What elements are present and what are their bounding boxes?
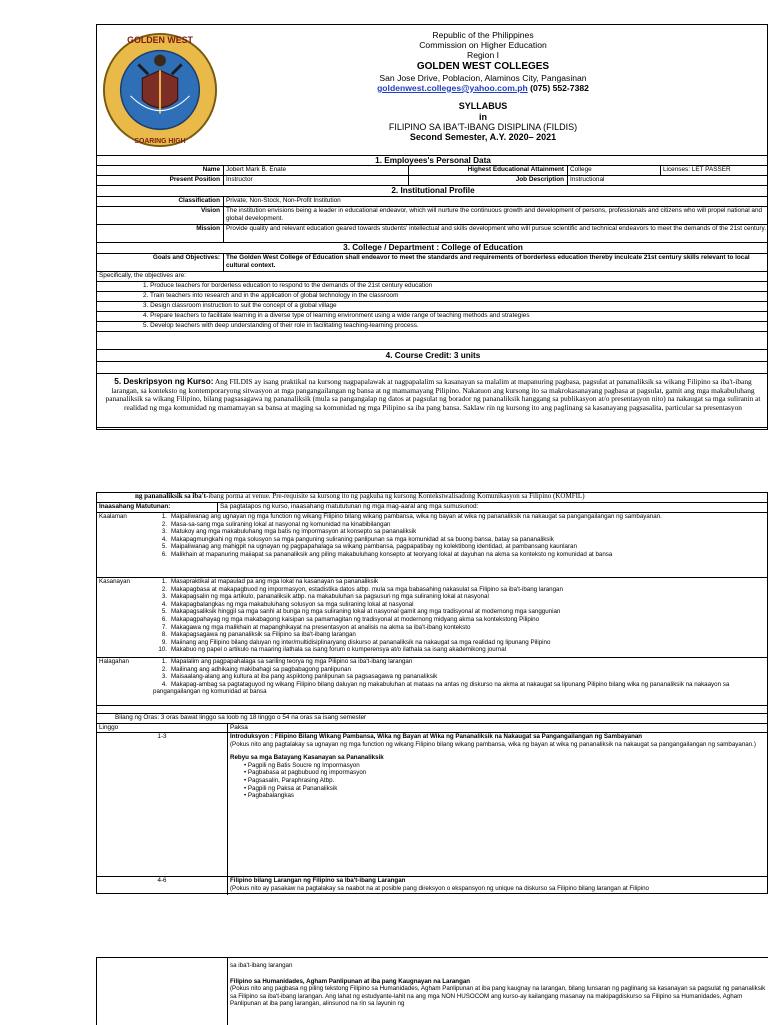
objective-text: 1. Produce teachers for borderless education to respond to the demands of the 21st century education <box>143 282 433 289</box>
syllabus-page-3 <box>96 957 768 1025</box>
objective-4 <box>97 312 768 322</box>
topic-subtitle: Rebyu sa mga Batayang Kasanayan sa Pananaliksik <box>230 754 384 762</box>
list-item-text: Masapraktikal at mapaulad pa ang mga lokal na kasanayan sa pananaliksik <box>171 578 379 585</box>
list-item-text: Makapagsalin ng mga artikulo, pananaliksik atbp. na makabuluhan sa pagsusuri ng mga suliraning lokal at nasyonal <box>171 593 489 601</box>
section-title: 2. Institutional Profile <box>391 186 475 195</box>
list-item-text: Makapagbalangkas ng mga makabuluhang solusyon sa mga suliraning lokal at nasyonal <box>171 600 414 608</box>
svg-text:SOARING HIGH: SOARING HIGH <box>134 138 186 146</box>
list-item: 9. Maiinang ang Filipino bilang daluyan ng inter/multidisiplinaryang diskurso at pananaliksik na nakaugat sa mga realidad ng lipunang Pilipino <box>161 638 551 646</box>
job-value: Instructional <box>567 176 768 185</box>
syllabus-page-2 <box>96 492 768 894</box>
position-value: Instructor <box>223 176 408 185</box>
section-personal-data <box>97 155 768 166</box>
halagahan-label: Halagahan <box>99 658 129 665</box>
mission-label: Mission <box>196 225 220 232</box>
classification-value: Private, Non-Stock, Non-Profit Institution <box>223 197 768 206</box>
list-item: 3. Makapagsalin ng mga artikulo, pananaliksik atbp. na makabuluhan sa pagsusuri ng mga suliraning lokal at nasyonal <box>161 593 489 601</box>
section-title: 1. Employees's Personal Data <box>375 156 491 165</box>
continuation-text: -ibang porma at venue. Pre-requisite sa kursong ito ng pagkuha ng kursong Kontekstwalisadong Komunikasyon sa Filipino (KOMFIL) <box>206 492 585 500</box>
classification-row <box>97 197 768 207</box>
description-continuation <box>97 493 768 503</box>
list-item: 5. Makapagsaliksik hinggil sa mga sanhi at bunga ng mga suliraning lokal at nasyonal gamit ang mga tradisyonal at modernong mga sanggunian <box>161 608 561 616</box>
week-range: 1-3 <box>157 733 167 740</box>
section-course-credit <box>97 350 768 362</box>
description-text: Ang FILDIS ay isang praktikal na kursong nagpapalawak at nagpapalalim sa kasanayan sa malalim at mapanuring pagbasa, pagsulat at pananaliksik sa wikang Filipino sa iba't-ibang larangan, sa konteksto ng kontemporaryong sitwasyon at mga pangangailangan ng bansa at ng mamamayang Pilipino. Nakatuon ang kursong ito sa makrokasanayang pagbasa at pagsulat, gamit ang mga makabuluhang pananaliksik sa wikang Filipino, bilang pagsasagawa ng pananaliksik (mula sa pangangalap ng datos at pagsulat ng borador ng pananaliksik hanggang sa publikasyon at/o presentasyon nito) na nakaugat sa mga suliranin at realidad ng mga komunidad ng mamamayan sa bansa at maging sa komunidad ng mga Pilipino sa iba pang bansa. Saklaw rin ng kursong ito ang paglinang sa kasanayang pagsasalita, particular sa presentasyon <box>105 377 761 413</box>
goals-row <box>97 254 768 272</box>
attainment-value: College <box>567 166 660 175</box>
school-address: San Jose Drive, Poblacion, Alaminos City, Pangasinan <box>379 72 587 83</box>
hours-row <box>97 714 768 724</box>
vision-label: Vision <box>200 207 220 214</box>
list-item: 2. Makapagbasa at makapagbuod ng impormasyon, estadistika datos atbp. mula sa mga babasahing nakasulat sa Filipino sa iba't-ibang larangan <box>161 585 563 593</box>
mission-row <box>97 225 768 243</box>
spacer-row-2 <box>97 362 768 374</box>
personal-row-1 <box>97 166 768 176</box>
republic-line: Republic of the Philippines <box>432 30 534 40</box>
description-title: 5. Deskripsyon ng Kurso: <box>114 377 214 386</box>
list-item-text: Maiinang ang Filipino bilang daluyan ng inter/multidisiplinaryang diskurso at pananaliksik na nakaugat sa mga realidad ng lipunang Pilipino <box>171 638 551 646</box>
specifically-row <box>97 272 768 282</box>
goals-label: Goals and Objectives: <box>152 254 220 261</box>
course-title: FILIPINO SA IBA'T-IBANG DISIPLINA (FILDIS) <box>388 121 578 132</box>
semester-line: Second Semester, A.Y. 2020– 2021 <box>409 132 557 143</box>
topic-title: Introduksyon : Filipino Bilang Wikang Pambansa, Wika ng Bayan at Wika ng Pananaliksik na Nakaugat sa Pangangailangan ng Sambayanan <box>230 733 643 740</box>
section-institutional-profile <box>97 186 768 197</box>
list-item-text: Mailinang ang adhikaing makibahagi sa pagbabagong panlipunan <box>171 665 351 673</box>
kasanayan-label: Kasanayan <box>99 578 130 585</box>
objective-1 <box>97 282 768 292</box>
list-item: 1. Maipaliwanag ang ugnayan ng mga function ng wikang Filipino bilang wikang pambansa, wika ng bayan at wika ng pananaliksik na nakaugat sa pangangailangan ng sambayanan. <box>161 513 662 520</box>
topic-continuation: sa iba't-ibang larangan <box>230 962 293 969</box>
attainment-label: Highest Educational Attainment <box>408 166 567 175</box>
objective-text: 2. Train teachers into research and in the application of global technology in the classroom <box>143 292 399 299</box>
outcomes-label: Inaasahang Matutunan: <box>99 503 171 510</box>
section-college <box>97 243 768 254</box>
paksa-header: Paksa <box>227 724 768 732</box>
list-item-text: Makapagsagawa ng pananaliksik sa Filipino sa iba't-ibang larangan <box>171 631 356 639</box>
list-item: 7. Makagawa ng mga malikhain at mapanghikayat na presentasyon at analisis na akma sa iba't-ibang konteksto <box>161 623 471 631</box>
linggo-header: Linggo <box>99 724 119 731</box>
week-topic <box>227 733 768 876</box>
list-item-text: Maipaliwanag ang ugnayan ng mga function ng wikang Filipino bilang wikang pambansa, wika ng bayan at wika ng pananaliksik na nakaugat sa pangangailangan ng sambayanan. <box>171 513 662 520</box>
document-title: SYLLABUS <box>458 101 508 112</box>
bullet-text: Pagsasalin, Paraphrasing Atbp. <box>247 776 335 784</box>
classification-label: Classification <box>178 197 220 204</box>
outcomes-intro: Sa pagtatapos ng kurso, inaasahang matututunan ng mga mag-aaral ang mga sumusunod: <box>217 503 768 512</box>
list-item-text: Makapagsaliksik hinggil sa mga sanhi at bunga ng mga suliraning lokal at nasyonal gamit ang mga tradisyonal at modernong mga sanggunian <box>171 608 561 616</box>
list-item: 4. Makapagbalangkas ng mga makabuluhang solusyon sa mga suliraning lokal at nasyonal <box>161 600 414 608</box>
region-line: Region I <box>466 50 499 61</box>
kaalaman-row <box>97 513 768 578</box>
phone-number: (075) 552-7382 <box>530 82 589 93</box>
objective-text: 5. Develop teachers with deep understanding of their role in facilitating teaching-learning process. <box>143 322 419 329</box>
kasanayan-list <box>147 578 768 657</box>
college-seal-logo <box>101 31 219 149</box>
vision-value: The institution envisions being a leader in educational endeavor, which will nurture the continuous growth and development of persons, professionals and citizens who will propel national and global development. <box>223 207 768 224</box>
topic-bullet: • Pagpili ng Batis Soucre ng Impormasyon <box>244 761 360 769</box>
list-item-text: Makapag-ambag sa pagtataguyod ng wikang Filipino bilang daluyan ng makabuluhan at mataas na antas ng diskurso na akma at nakaugat sa lipunang Pilipino bilang wika ng pananaliksik na nakaayon sa pangangailangan ng komunidad at bansa <box>153 680 730 696</box>
mission-value: Provide quality and relevant education geared towards students' intellectual and skills development who will pursue scientific and technical endeavors to meet the demands of the 21st century. <box>223 225 768 242</box>
list-item-text: Masa-sa-sang mga suliraning lokal at nasyonal ng komunidad na kinabibilangan <box>171 520 391 528</box>
position-label: Present Position <box>169 176 220 183</box>
contact-line <box>227 83 739 93</box>
bullet-text: Pagpili ng Batis Soucre ng Impormasyon <box>247 761 360 769</box>
list-item: 8. Makapagsagawa ng pananaliksik sa Filipino sa iba't-ibang larangan <box>161 631 356 639</box>
list-item-text: Makagawa ng mga malikhain at mapanghikayat na presentasyon at analisis na akma sa iba't-ibang konteksto <box>171 623 471 631</box>
halagahan-list <box>147 658 768 705</box>
list-item: 4. Makapagmungkahi ng mga solusyon sa mga panguning suliraning panlipunan sa mga komunidad at sa buong bansa, batay sa pananaliksik <box>161 535 554 543</box>
section-title: 4. Course Credit: 3 units <box>385 351 481 360</box>
list-item-text: Matukoy ang mga makabuluhang mga batis ng impormasyon at konsepto sa pananaliksik <box>171 528 417 536</box>
list-item: 2. Mailinang ang adhikaing makibahagi sa pagbabagong panlipunan <box>161 665 351 673</box>
topic-bullet: • Pagbabasa at pagbubuod ng impormasyon <box>244 769 367 777</box>
bullet-text: Pagpili ng Paksa at Pananaliksik <box>247 784 338 792</box>
topic-bullet: • Pagpili ng Paksa at Pananaliksik <box>244 784 338 792</box>
section-title: 3. College / Department : College of Education <box>343 243 523 252</box>
list-item-text: Mapalalim ang pagpapahalaga sa sariling teorya ng mga Pilipino sa iba't-ibang larangan <box>171 658 413 665</box>
list-item: 2. Masa-sa-sang mga suliraning lokal at nasyonal ng komunidad na kinabibilangan <box>161 520 391 528</box>
email-link[interactable]: goldenwest.colleges@yahoo.com.ph <box>377 82 528 93</box>
personal-row-2 <box>97 176 768 186</box>
list-item: 6. Makapagpahayag ng mga makabagong kaisipan sa pamamagitan ng tradisyonal at modernong midyang akma sa kontekstong Pilipino <box>161 615 540 623</box>
topic-description: (Pokus nito ang pagtalakay sa ugnayan ng mga function ng wikang Filipino bilang wikang pambansa, wika ng bayan at wika ng pananaliksik na nakaugat sa pangangailangan ng sambayanan.) <box>230 740 756 748</box>
list-item: 1. Mapalalim ang pagpapahalaga sa sariling teorya ng mga Pilipino sa iba't-ibang larangan <box>161 658 413 665</box>
list-item: 4. Makapag-ambag sa pagtataguyod ng wikang Filipino bilang daluyan ng makabuluhan at mataas na antas ng diskurso na akma at nakaugat sa lipunang Pilipino bilang wika ng pananaliksik na nakaayon sa pangangailangan ng komunidad at bansa <box>153 680 730 696</box>
objective-5 <box>97 322 768 332</box>
list-item-text: Makapagbasa at makapagbuod ng impormasyon, estadistika datos atbp. mula sa mga babasahing nakasulat sa Filipino sa iba't-ibang larangan <box>171 585 563 593</box>
week-topic-continued <box>227 958 768 1025</box>
topic-title: Filipino bilang Larangan ng Filipino sa Iba't-ibang Larangan <box>230 877 406 884</box>
syllabus-page-1 <box>96 24 768 430</box>
week-range: 4-6 <box>157 877 167 884</box>
list-item: 3. Matukoy ang mga makabuluhang mga batis ng impormasyon at konsepto sa pananaliksik <box>161 528 417 536</box>
school-name: GOLDEN WEST COLLEGES <box>416 60 550 72</box>
specifically-text: Specifically, the objectives are: <box>99 272 186 279</box>
list-item: 1. Masapraktikal at mapaulad pa ang mga lokal na kasanayan sa pananaliksik <box>161 578 379 585</box>
bullet-text: Pagbabasa at pagbubuod ng impormasyon <box>247 769 367 777</box>
list-item-text: Malikhain at mapanuring maiiapat sa pananaliksik ang piling makabuluhang konsepto at teoryang lokal at dayuhan na akma sa konteksto ng komunidad at bansa <box>171 550 613 558</box>
week-topic <box>227 877 768 895</box>
document-in: in <box>479 111 487 122</box>
name-label: Name <box>202 166 220 173</box>
svg-text:GOLDEN WEST: GOLDEN WEST <box>127 34 193 45</box>
kasanayan-row <box>97 578 768 658</box>
halagahan-row <box>97 658 768 706</box>
name-value: Jobert Mark B. Enate <box>223 166 408 175</box>
commission-line: Commission on Higher Education <box>419 40 547 51</box>
licenses-value: Licenses: LET PASSER <box>660 166 768 175</box>
vision-row <box>97 207 768 225</box>
list-item: 5. Maipaliwanag ang mahigpit na ugnayan ng pagpapahalaga sa wikang pambansa, pagpapatibay ng kolektibong identidad, at pambansang kaunlaran <box>161 543 577 551</box>
objective-3 <box>97 302 768 312</box>
list-item-text: Makabuo ng papel o artikulo na maaring ilathala sa isang forum o kumperensya at/o ilathala sa isang akademikong journal <box>171 646 507 654</box>
list-item: 10. Makabuo ng papel o artikulo na maaring ilathala sa isang forum o kumperensya at/o ilathala sa isang akademikong journal <box>158 646 507 654</box>
spacer-row <box>97 332 768 350</box>
schedule-row-week-1-3 <box>97 733 768 877</box>
schedule-header-row <box>97 724 768 733</box>
goals-value: The Golden West College of Education shall endeavor to meet the standards and requirements of borderless education thereby inculcate 21st century skills relevant to local cultural context. <box>223 254 768 271</box>
kaalaman-list <box>147 513 768 577</box>
topic-description: (Pokus nito ang pagbasa ng piling tekstong Filipino sa Humanidades, Agham Panlipunan at iba pang kaugnay na larangan, bilang lunsaran ng paglinang sa kasanayan sa pagsulat ng pananaliksik sa Filipino sa iba't-ibang larangan. Ang lahat ng estudyante-lahit na ang mga NON HUSOCOM ang kurso-ay kailangang masanay na makipagdiskurso sa Filipino sa Humanidades, Agham Panlipunan at iba pang larangan, alinsunod na rin sa layunin ng <box>230 985 766 1008</box>
spacer-row-3 <box>97 706 768 714</box>
hours-text: Bilang ng Oras: 3 oras bawat linggo sa loob ng 18 linggo o 54 na oras sa isang semester <box>115 714 367 721</box>
outcomes-header-row <box>97 503 768 513</box>
objective-2 <box>97 292 768 302</box>
list-item-text: Makapagpahayag ng mga makabagong kaisipan sa pamamagitan ng tradisyonal at modernong midyang akma sa kontekstong Pilipino <box>171 615 540 623</box>
topic-bullet: • Pagsasalin, Paraphrasing Atbp. <box>244 776 335 784</box>
course-description <box>97 376 768 428</box>
kaalaman-label: Kaalaman <box>99 513 127 520</box>
list-item-text: Maisaalang-alang ang kultura at iba pang aspiktong panlipunan sa pagsasagawa ng pananaliksik <box>171 673 438 681</box>
list-item-text: Maipaliwanag ang mahigpit na ugnayan ng pagpapahalaga sa wikang pambansa, pagpapatibay ng kolektibong identidad, at pambansang kaunlaran <box>171 543 577 551</box>
topic-description: (Pokus nito ay pasakaw na pagtalakay sa naabot na at posible pang direksyon o ekspansyon ng unique na diskurso sa Filipino bilang larangan at Filipino <box>230 884 649 892</box>
objective-text: 3. Design classroom instruction to suit the concept of a global village <box>143 302 337 309</box>
job-label: Job Description <box>408 176 567 185</box>
list-item: 3. Maisaalang-alang ang kultura at iba pang aspiktong panlipunan sa pagsasagawa ng pananaliksik <box>161 673 438 681</box>
topic-bullet: • Pagbabalangkas <box>244 792 294 800</box>
bullet-text: Pagbabalangkas <box>247 792 294 800</box>
letterhead <box>97 25 768 168</box>
list-item: 6. Malikhain at mapanuring maiiapat sa pananaliksik ang piling makabuluhang konsepto at teoryang lokal at dayuhan na akma sa konteksto ng komunidad at bansa <box>161 550 613 558</box>
continuation-lead: ng pananaliksik sa iba't <box>135 492 207 500</box>
letterhead-text <box>227 30 739 143</box>
schedule-row-week-4-6 <box>97 877 768 895</box>
topic-title: Filipino sa Humanidades, Agham Panlipunan at iba pang Kaugnayan na Larangan <box>230 977 471 985</box>
objective-text: 4. Prepare teachers to facilitate learning in a diverse type of learning environment using a wide range of teaching methods and strategies <box>143 312 530 319</box>
list-item-text: Makapagmungkahi ng mga solusyon sa mga panguning suliraning panlipunan sa mga komunidad at sa buong bansa, batay sa pananaliksik <box>171 535 554 543</box>
